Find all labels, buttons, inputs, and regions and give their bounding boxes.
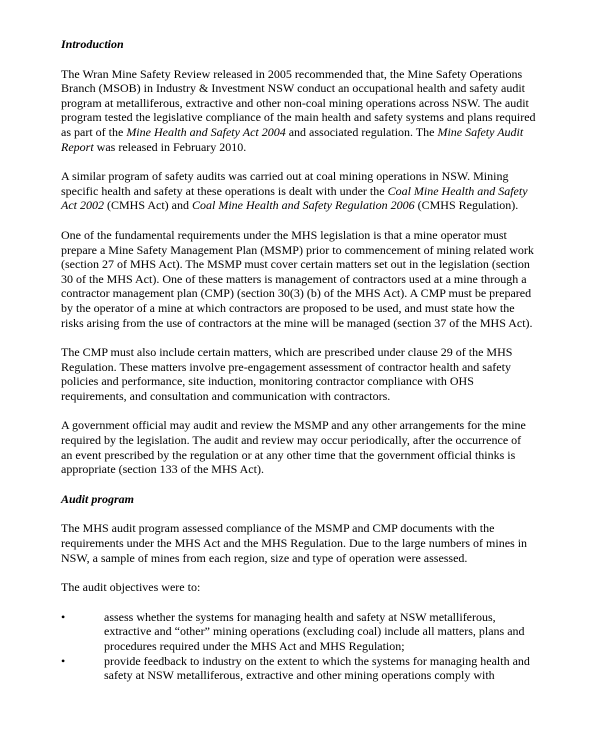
document-page <box>61 37 561 683</box>
list-item: • provide feedback to industry on the extent to which the systems for managing health and safety at NSW metalliferous, extractive and other mining operations comply with <box>61 653 530 683</box>
act-title-cmhs-2002: Coal Mine Health and Safety Act 2002 <box>61 183 528 213</box>
paragraph-audit-objectives-intro: The audit objectives were to: <box>61 580 201 595</box>
list-item: • assess whether the systems for managing health and safety at NSW metalliferous, extractive and “other” mining operations (excluding coal) include all matters, plans and procedures required under the MHS Act and MHS Regulation; <box>61 609 525 653</box>
section-audit-program <box>61 492 561 683</box>
paragraph-wran-review: The Wran Mine Safety Review released in 2005 recommended that, the Mine Safety Operations Branch (MSOB) in Industry & Investment NSW conduct an occupational health and safety audit program at metalliferous, extractive and other non-coal mining operations across NSW. The audit program tested the legislative compliance of the main health and safety systems and plans required as part of the Mine Health and Safety Act 2004 and associated regulation. The Mine Safety Audit Report was released in February 2010. <box>61 66 536 154</box>
audit-objectives-list <box>61 610 561 683</box>
section-heading-audit-program: Audit program <box>61 491 135 506</box>
paragraph-msmp-requirements: One of the fundamental requirements under the MHS legislation is that a mine operator must prepare a Mine Safety Management Plan (MSMP) prior to commencement of mining related work (section 27 of MHS Act). The MSMP must cover certain matters set out in the legislation (section 30 of the MHS Act). One of these matters is management of contractors used at a mine through a contractor management plan (CMP) (section 30(3) (b) of the MHS Act). A CMP must be prepared by the operator of a mine at which contractors are proposed to be used, and must state how the risks arising from the use of contractors at the mine will be managed (section 37 of the MHS Act). <box>61 227 534 330</box>
paragraph-government-audit: A government official may audit and review the MSMP and any other arrangements for the mine required by the legislation. The audit and review may occur periodically, after the occurrence of an event prescribed by the regulation or at any other time that the government official thinks is appropriate (section 133 of the MHS Act). <box>61 418 526 477</box>
paragraph-cmp-matters: The CMP must also include certain matters, which are prescribed under clause 29 of the MHS Regulation. These matters involve pre-engagement assessment of contractor health and safety policies and performance, site induction, monitoring contractor compliance with OHS requirements, and consultation and communication with contractors. <box>61 345 513 403</box>
section-heading-introduction: Introduction <box>61 37 124 51</box>
section-introduction <box>61 37 561 492</box>
bullet-icon: • <box>61 653 66 668</box>
report-title-mine-safety-audit: Mine Safety Audit Report <box>61 124 524 154</box>
paragraph-coal-audits: A similar program of safety audits was carried out at coal mining operations in NSW. Mining specific health and safety at these operations is dealt with under the Coal Mine Health and Safety Act 2002 (CMHS Act) and Coal Mine Health and Safety Regulation 2006 (CMHS Regulation). <box>61 169 528 213</box>
regulation-title-cmhs-2006: Coal Mine Health and Safety Regulation 2006 <box>192 198 415 213</box>
act-title-mhs-2004: Mine Health and Safety Act 2004 <box>126 124 286 139</box>
bullet-icon: • <box>61 609 66 624</box>
paragraph-audit-compliance: The MHS audit program assessed compliance of the MSMP and CMP documents with the requirements under the MHS Act and the MHS Regulation. Due to the large numbers of mines in NSW, a sample of mines from each region, size and type of operation were assessed. <box>61 521 528 565</box>
